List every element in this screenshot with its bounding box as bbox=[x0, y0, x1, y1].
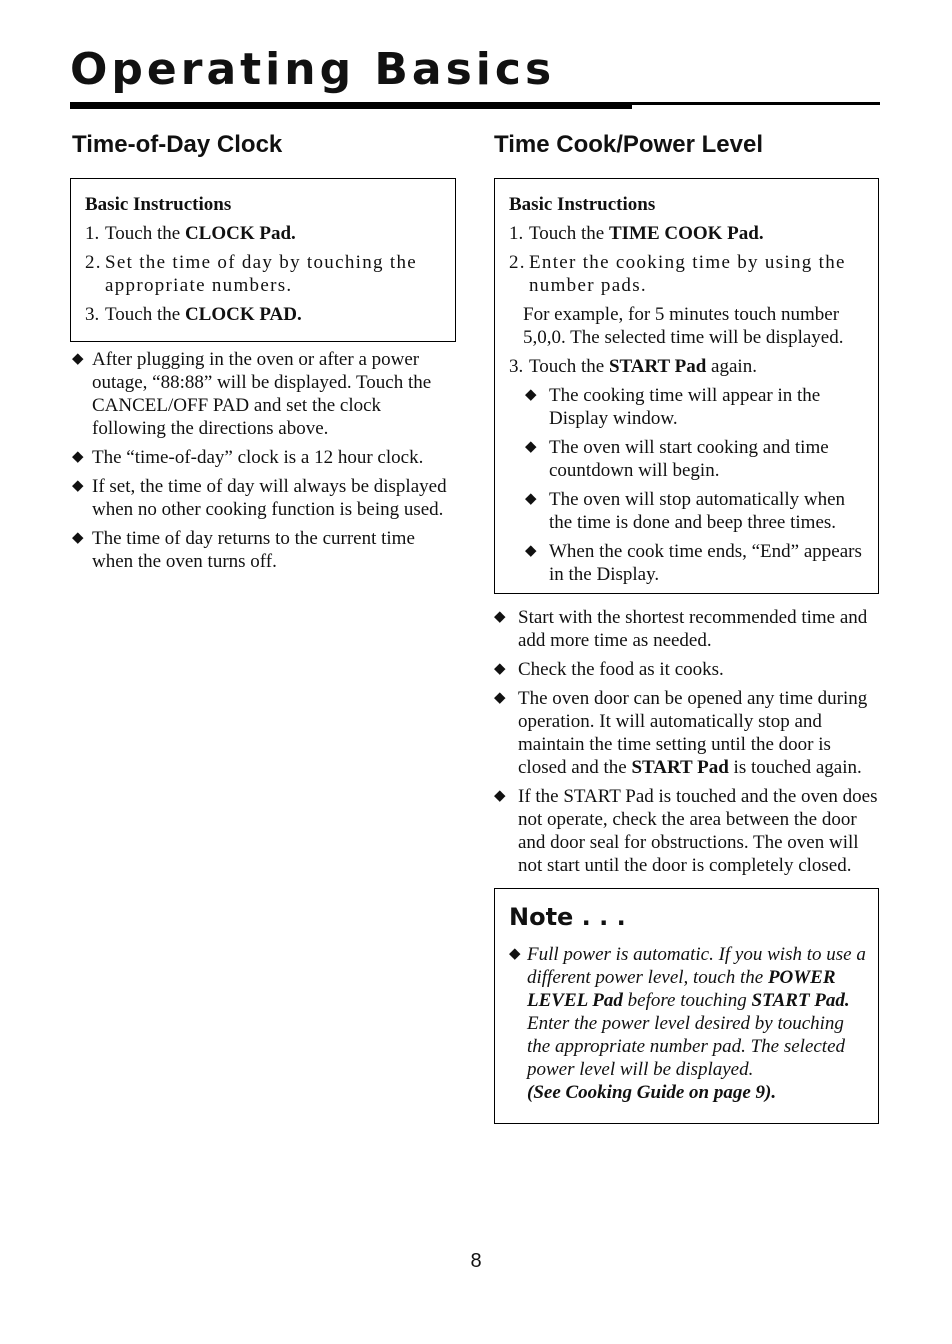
diamond-bullet-icon: ◆ bbox=[72, 351, 84, 367]
note-text: Full power is automatic. If you wish to use a different power level, touch the bbox=[527, 944, 866, 988]
step-bold-text: START Pad bbox=[608, 356, 707, 377]
list-item bbox=[509, 488, 866, 534]
note-text: before touching bbox=[622, 990, 752, 1011]
note-bold-text: POWER LEVEL Pad bbox=[527, 967, 836, 1011]
note-bold-text: START Pad. bbox=[751, 990, 850, 1011]
page-number: 8 bbox=[470, 1250, 482, 1272]
list-item bbox=[509, 436, 866, 482]
list-item-text: If the START Pad is touched and the oven does not operate, check the area between the door and door seal for obstructions. The oven will not start until the door is completely closed. bbox=[518, 786, 878, 876]
list-item-text: After plugging in the oven or after a power outage, “88:88” will be displayed. Touch the CANCEL/OFF PAD and set the clock following the directions above. bbox=[92, 349, 432, 439]
step-number: 1. bbox=[85, 223, 100, 244]
clock-instructions-box bbox=[70, 178, 456, 342]
diamond-bullet-icon: ◆ bbox=[72, 478, 84, 494]
step-number: 2. bbox=[85, 252, 102, 273]
note-body bbox=[509, 943, 866, 1081]
list-item-bold-text: START Pad bbox=[631, 757, 729, 778]
step-text: Touch the bbox=[529, 356, 609, 377]
diamond-bullet-icon: ◆ bbox=[494, 609, 506, 625]
step-number: 1. bbox=[509, 223, 524, 244]
note-box bbox=[494, 888, 879, 1124]
time-cook-instructions-box bbox=[494, 178, 879, 594]
diamond-bullet-icon: ◆ bbox=[494, 788, 506, 804]
clock-step-3 bbox=[85, 303, 443, 326]
list-item bbox=[494, 785, 880, 877]
diamond-bullet-icon: ◆ bbox=[72, 449, 84, 465]
time-cook-step-1 bbox=[509, 222, 866, 245]
step-text: again. bbox=[706, 356, 757, 377]
list-item-text: Start with the shortest recommended time and add more time as needed. bbox=[518, 607, 868, 651]
clock-instructions-heading: Basic Instructions bbox=[85, 194, 232, 215]
list-item bbox=[72, 527, 458, 573]
clock-step-2 bbox=[85, 251, 443, 297]
diamond-bullet-icon: ◆ bbox=[525, 387, 537, 403]
list-item bbox=[509, 384, 866, 430]
step-text: Touch the bbox=[529, 223, 609, 244]
list-item-text: The time of day returns to the current time when the oven turns off. bbox=[92, 528, 415, 572]
title-rule-thick bbox=[70, 102, 632, 109]
list-item-text: If set, the time of day will always be displayed when no other cooking function is being used. bbox=[92, 476, 447, 520]
list-item-text: The oven door can be opened any time during operation. It will automatically stop and maintain the time setting until the door is closed and the bbox=[518, 688, 868, 778]
diamond-bullet-icon: ◆ bbox=[72, 530, 84, 546]
time-cook-step-3 bbox=[509, 355, 866, 378]
list-item-text: The oven will start cooking and time countdown will begin. bbox=[549, 437, 829, 481]
diamond-bullet-icon: ◆ bbox=[525, 491, 537, 507]
diamond-bullet-icon: ◆ bbox=[494, 661, 506, 677]
list-item-text: When the cook time ends, “End” appears in the Display. bbox=[549, 541, 862, 585]
clock-notes-list bbox=[72, 348, 458, 579]
note-title: Note . . . bbox=[509, 903, 626, 931]
time-cook-notes-list bbox=[494, 606, 880, 883]
diamond-bullet-icon: ◆ bbox=[509, 946, 521, 962]
diamond-bullet-icon: ◆ bbox=[494, 690, 506, 706]
time-cook-step-2 bbox=[509, 251, 866, 297]
step-text: Touch the bbox=[105, 304, 185, 325]
note-text: Enter the power level desired by touching the appropriate number pad. The selected power level will be displayed. bbox=[527, 1013, 846, 1080]
clock-step-1 bbox=[85, 222, 443, 245]
list-item bbox=[494, 687, 880, 779]
list-item bbox=[494, 658, 880, 681]
time-of-day-clock-heading: Time-of-Day Clock bbox=[72, 131, 283, 158]
step-number: 2. bbox=[509, 252, 526, 273]
page-title: Operating Basics bbox=[70, 44, 556, 95]
step-text: Touch the bbox=[105, 223, 185, 244]
list-item bbox=[494, 606, 880, 652]
list-item-text: The cooking time will appear in the Display window. bbox=[549, 385, 821, 429]
time-cook-power-level-heading: Time Cook/Power Level bbox=[494, 131, 763, 158]
step-bold-text: CLOCK PAD. bbox=[184, 304, 302, 325]
list-item bbox=[72, 475, 458, 521]
step-bold-text: CLOCK Pad. bbox=[184, 223, 296, 244]
list-item-text: The oven will stop automatically when the time is done and beep three times. bbox=[549, 489, 846, 533]
list-item-text: is touched again. bbox=[728, 757, 862, 778]
list-item-text: Check the food as it cooks. bbox=[518, 659, 724, 680]
time-cook-example: For example, for 5 minutes touch number 5,0,0. The selected time will be displayed. bbox=[523, 304, 844, 348]
diamond-bullet-icon: ◆ bbox=[525, 439, 537, 455]
list-item-text: The “time-of-day” clock is a 12 hour clock. bbox=[92, 447, 424, 468]
step-number: 3. bbox=[509, 356, 524, 377]
step-bold-text: TIME COOK Pad. bbox=[608, 223, 764, 244]
note-reference: (See Cooking Guide on page 9). bbox=[527, 1082, 777, 1103]
time-cook-instructions-heading: Basic Instructions bbox=[509, 194, 656, 215]
diamond-bullet-icon: ◆ bbox=[525, 543, 537, 559]
step-text: Set the time of day by touching the appropriate numbers. bbox=[105, 252, 417, 296]
step-number: 3. bbox=[85, 304, 100, 325]
title-rule-thin bbox=[632, 102, 880, 105]
list-item bbox=[72, 446, 458, 469]
list-item bbox=[72, 348, 458, 440]
step-text: Enter the cooking time by using the number pads. bbox=[529, 252, 846, 296]
list-item bbox=[509, 540, 866, 586]
